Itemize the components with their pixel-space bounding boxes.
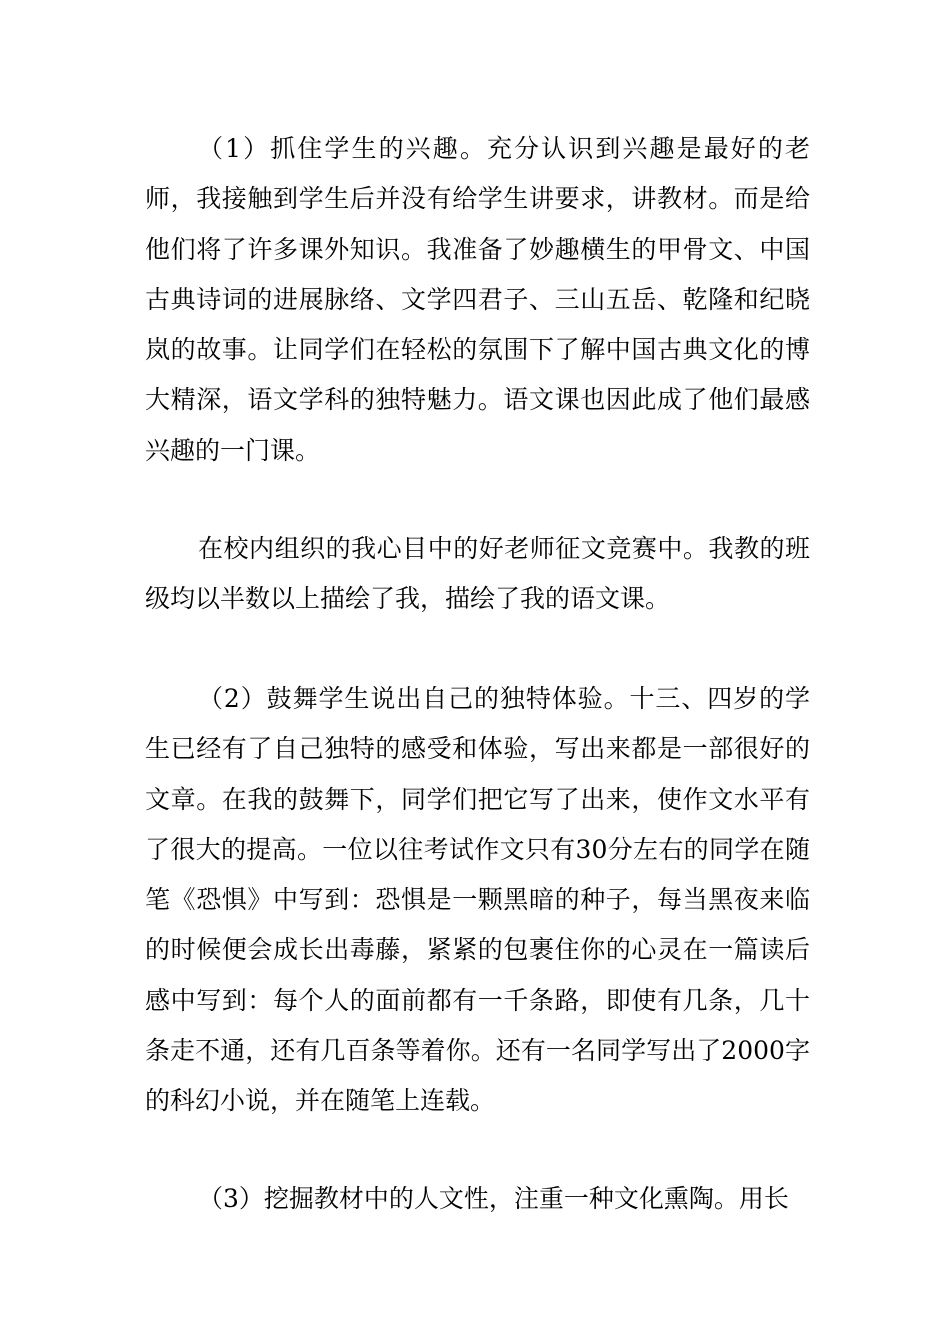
- paragraph-unique-experience: （2）鼓舞学生说出自己的独特体验。十三、四岁的学生已经有了自己独特的感受和体验，写出来都是一部很好的文章。在我的鼓舞下，同学们把它写了出来，使作文水平有了很大的提高。一位以往考试作文只有30分左右的同学在随笔《恐惧》中写到：恐惧是一颗黑暗的种子，每当黑夜来临的时候便会成长出毒藤，紧紧的包裹住你的心灵在一篇读后感中写到：每个人的面前都有一千条路，即使有几条，几十条走不通，还有几百条等着你。还有一名同学写出了2000字的科幻小说，并在随笔上连载。: [145, 684, 810, 1116]
- paragraph-essay-contest: 在校内组织的我心目中的好老师征文竞赛中。我教的班级均以半数以上描绘了我，描绘了我的语文课。: [145, 534, 810, 614]
- paragraph-humanistic-culture: （3）挖掘教材中的人文性，注重一种文化熏陶。用长: [198, 1184, 789, 1213]
- paragraph-interest: （1）抓住学生的兴趣。充分认识到兴趣是最好的老师，我接触到学生后并没有给学生讲要求，讲教材。而是给他们将了许多课外知识。我准备了妙趣横生的甲骨文、中国古典诗词的进展脉络、文学四君子、三山五岳、乾隆和纪晓岚的故事。让同学们在轻松的氛围下了解中国古典文化的博大精深，语文学科的独特魅力。语文课也因此成了他们最感兴趣的一门课。: [145, 134, 810, 465]
